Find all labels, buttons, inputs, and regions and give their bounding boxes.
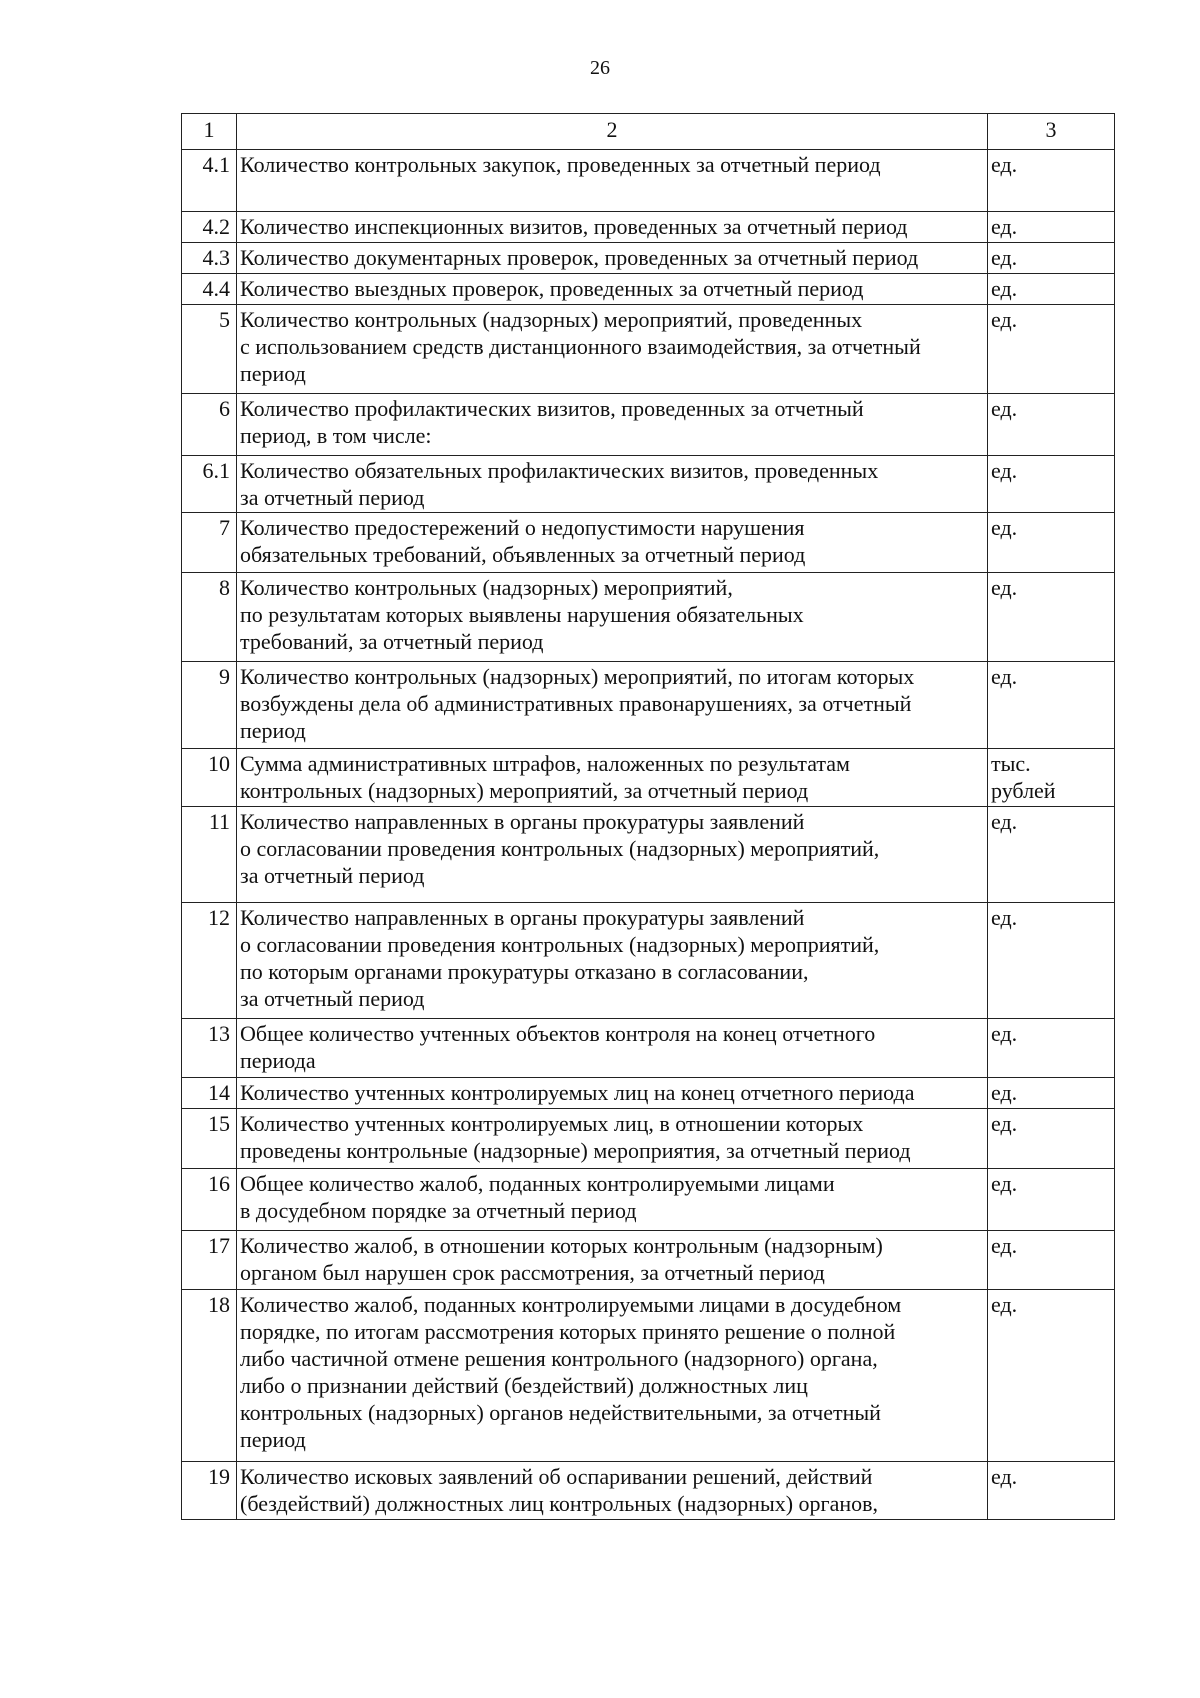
row-unit: [988, 807, 1115, 903]
row-number: 6: [182, 394, 237, 456]
unit-text-line: ед.: [991, 1080, 1018, 1105]
unit-text-line: ед.: [991, 905, 1018, 930]
table-row: [182, 1231, 1115, 1290]
indicator-text-line: Количество предостережений о недопустимости нарушения: [240, 515, 805, 540]
row-unit: [988, 1019, 1115, 1078]
row-indicator-text: [237, 662, 988, 749]
unit-text-line: ед.: [991, 1292, 1018, 1317]
table-row: [182, 243, 1115, 274]
row-number: 13: [182, 1019, 237, 1078]
indicator-text-line: Количество контрольных (надзорных) мероприятий, по итогам которых: [240, 664, 915, 689]
row-number: 18: [182, 1290, 237, 1462]
row-indicator-text: [237, 212, 988, 243]
indicator-text-line: (бездействий) должностных лиц контрольных (надзорных) органов,: [240, 1491, 879, 1516]
row-indicator-text: [237, 394, 988, 456]
indicator-text-line: с использованием средств дистанционного взаимодействия, за отчетный: [240, 334, 921, 359]
indicator-text-line: Количество выездных проверок, проведенных за отчетный период: [240, 276, 864, 301]
unit-text-line: ед.: [991, 1464, 1018, 1489]
row-number: 4.3: [182, 243, 237, 274]
row-number: 15: [182, 1109, 237, 1169]
row-indicator-text: [237, 573, 988, 662]
row-unit: [988, 1169, 1115, 1231]
row-indicator-text: [237, 456, 988, 513]
indicator-text-line: по результатам которых выявлены нарушения обязательных: [240, 602, 804, 627]
row-number: 6.1: [182, 456, 237, 513]
table-row: [182, 573, 1115, 662]
unit-text-line: ед.: [991, 276, 1018, 301]
row-indicator-text: [237, 150, 988, 212]
unit-text-line: ед.: [991, 245, 1018, 270]
row-number: 4.1: [182, 150, 237, 212]
indicator-text-line: в досудебном порядке за отчетный период: [240, 1198, 637, 1223]
row-unit: [988, 212, 1115, 243]
indicator-text-line: Общее количество жалоб, поданных контролируемыми лицами: [240, 1171, 835, 1196]
row-unit: [988, 1078, 1115, 1109]
row-number: 9: [182, 662, 237, 749]
indicator-text-line: за отчетный период: [240, 986, 425, 1011]
row-unit: [988, 456, 1115, 513]
table-row: [182, 662, 1115, 749]
indicator-text-line: Количество профилактических визитов, проведенных за отчетный: [240, 396, 864, 421]
row-indicator-text: [237, 1290, 988, 1462]
row-unit: [988, 513, 1115, 573]
table-row: [182, 150, 1115, 212]
row-unit: [988, 150, 1115, 212]
row-unit: [988, 1231, 1115, 1290]
row-number: 8: [182, 573, 237, 662]
unit-text-line: ед.: [991, 515, 1018, 540]
indicator-text-line: контрольных (надзорных) мероприятий, за отчетный период: [240, 778, 809, 803]
table-row: [182, 1290, 1115, 1462]
row-unit: [988, 274, 1115, 305]
table-row: [182, 903, 1115, 1019]
table-row: [182, 513, 1115, 573]
table-row: [182, 456, 1115, 513]
table-row: [182, 749, 1115, 807]
header-col-2: 2: [237, 114, 988, 150]
row-number: 7: [182, 513, 237, 573]
table-row: [182, 394, 1115, 456]
unit-text-line: тыс.: [991, 751, 1031, 776]
indicator-text-line: Количество инспекционных визитов, проведенных за отчетный период: [240, 214, 908, 239]
table-row: [182, 1462, 1115, 1520]
table-row: [182, 807, 1115, 903]
indicator-text-line: порядке, по итогам рассмотрения которых принято решение о полной: [240, 1319, 896, 1344]
row-unit: [988, 394, 1115, 456]
row-number: 4.4: [182, 274, 237, 305]
table-row: [182, 1019, 1115, 1078]
row-number: 17: [182, 1231, 237, 1290]
row-number: 10: [182, 749, 237, 807]
row-unit: [988, 1290, 1115, 1462]
row-indicator-text: [237, 243, 988, 274]
indicator-text-line: Количество направленных в органы прокуратуры заявлений: [240, 809, 805, 834]
indicator-text-line: Количество исковых заявлений об оспаривании решений, действий: [240, 1464, 873, 1489]
table-row: [182, 1169, 1115, 1231]
indicator-text-line: о согласовании проведения контрольных (надзорных) мероприятий,: [240, 836, 880, 861]
indicators-table: [181, 113, 1115, 1520]
row-indicator-text: [237, 1109, 988, 1169]
indicator-text-line: Количество контрольных (надзорных) мероприятий, проведенных: [240, 307, 863, 332]
indicator-text-line: органом был нарушен срок рассмотрения, за отчетный период: [240, 1260, 825, 1285]
unit-text-line: ед.: [991, 575, 1018, 600]
row-indicator-text: [237, 513, 988, 573]
row-number: 14: [182, 1078, 237, 1109]
indicator-text-line: либо частичной отмене решения контрольного (надзорного) органа,: [240, 1346, 878, 1371]
header-col-1: 1: [182, 114, 237, 150]
indicator-text-line: по которым органами прокуратуры отказано в согласовании,: [240, 959, 809, 984]
indicators-table-body: [182, 114, 1115, 1520]
table-row: [182, 305, 1115, 394]
unit-text-line: ед.: [991, 307, 1018, 332]
row-indicator-text: [237, 749, 988, 807]
table-row: [182, 1109, 1115, 1169]
indicator-text-line: контрольных (надзорных) органов недействительными, за отчетный: [240, 1400, 881, 1425]
row-unit: [988, 1109, 1115, 1169]
table-row: [182, 274, 1115, 305]
row-number: 19: [182, 1462, 237, 1520]
row-number: 12: [182, 903, 237, 1019]
indicator-text-line: проведены контрольные (надзорные) мероприятия, за отчетный период: [240, 1138, 911, 1163]
unit-text-line: ед.: [991, 809, 1018, 834]
row-number: 16: [182, 1169, 237, 1231]
indicator-text-line: периода: [240, 1048, 316, 1073]
row-indicator-text: [237, 1078, 988, 1109]
indicator-text-line: обязательных требований, объявленных за отчетный период: [240, 542, 806, 567]
indicator-text-line: Количество жалоб, в отношении которых контрольным (надзорным): [240, 1233, 883, 1258]
header-col-3: 3: [988, 114, 1115, 150]
row-indicator-text: [237, 1169, 988, 1231]
row-number: 5: [182, 305, 237, 394]
indicator-text-line: Количество учтенных контролируемых лиц на конец отчетного периода: [240, 1080, 915, 1105]
unit-text-line: ед.: [991, 396, 1018, 421]
indicator-text-line: Количество учтенных контролируемых лиц, в отношении которых: [240, 1111, 864, 1136]
indicator-text-line: либо о признании действий (бездействий) должностных лиц: [240, 1373, 808, 1398]
row-number: 11: [182, 807, 237, 903]
unit-text-line: ед.: [991, 214, 1018, 239]
table-row: [182, 1078, 1115, 1109]
table-header-row: [182, 114, 1115, 150]
indicator-text-line: Количество направленных в органы прокуратуры заявлений: [240, 905, 805, 930]
table-row: [182, 212, 1115, 243]
unit-text-line: ед.: [991, 1171, 1018, 1196]
indicator-text-line: Количество контрольных (надзорных) мероприятий,: [240, 575, 733, 600]
row-unit: [988, 903, 1115, 1019]
indicator-text-line: период: [240, 718, 306, 743]
unit-text-line: ед.: [991, 152, 1018, 177]
indicator-text-line: период: [240, 1427, 306, 1452]
row-indicator-text: [237, 807, 988, 903]
row-unit: [988, 1462, 1115, 1520]
indicator-text-line: за отчетный период: [240, 863, 425, 888]
indicator-text-line: Количество жалоб, поданных контролируемыми лицами в досудебном: [240, 1292, 902, 1317]
unit-text-line: ед.: [991, 1021, 1018, 1046]
indicator-text-line: о согласовании проведения контрольных (надзорных) мероприятий,: [240, 932, 880, 957]
row-unit: [988, 305, 1115, 394]
indicator-text-line: период, в том числе:: [240, 423, 432, 448]
row-unit: [988, 749, 1115, 807]
indicator-text-line: за отчетный период: [240, 485, 425, 510]
unit-text-line: ед.: [991, 458, 1018, 483]
unit-text-line: ед.: [991, 664, 1018, 689]
row-indicator-text: [237, 903, 988, 1019]
indicator-text-line: возбуждены дела об административных правонарушениях, за отчетный: [240, 691, 912, 716]
unit-text-line: ед.: [991, 1111, 1018, 1136]
page-number: 26: [590, 57, 610, 79]
row-unit: [988, 573, 1115, 662]
row-indicator-text: [237, 305, 988, 394]
row-indicator-text: [237, 1231, 988, 1290]
row-unit: [988, 662, 1115, 749]
indicator-text-line: период: [240, 361, 306, 386]
indicator-text-line: Общее количество учтенных объектов контроля на конец отчетного: [240, 1021, 876, 1046]
row-indicator-text: [237, 1462, 988, 1520]
indicator-text-line: Количество контрольных закупок, проведенных за отчетный период: [240, 152, 881, 177]
unit-text-line: ед.: [991, 1233, 1018, 1258]
row-indicator-text: [237, 1019, 988, 1078]
unit-text-line: рублей: [991, 778, 1056, 803]
indicator-text-line: Сумма административных штрафов, наложенных по результатам: [240, 751, 850, 776]
row-number: 4.2: [182, 212, 237, 243]
row-unit: [988, 243, 1115, 274]
row-indicator-text: [237, 274, 988, 305]
indicator-text-line: требований, за отчетный период: [240, 629, 544, 654]
indicator-text-line: Количество документарных проверок, проведенных за отчетный период: [240, 245, 919, 270]
indicator-text-line: Количество обязательных профилактических визитов, проведенных: [240, 458, 879, 483]
